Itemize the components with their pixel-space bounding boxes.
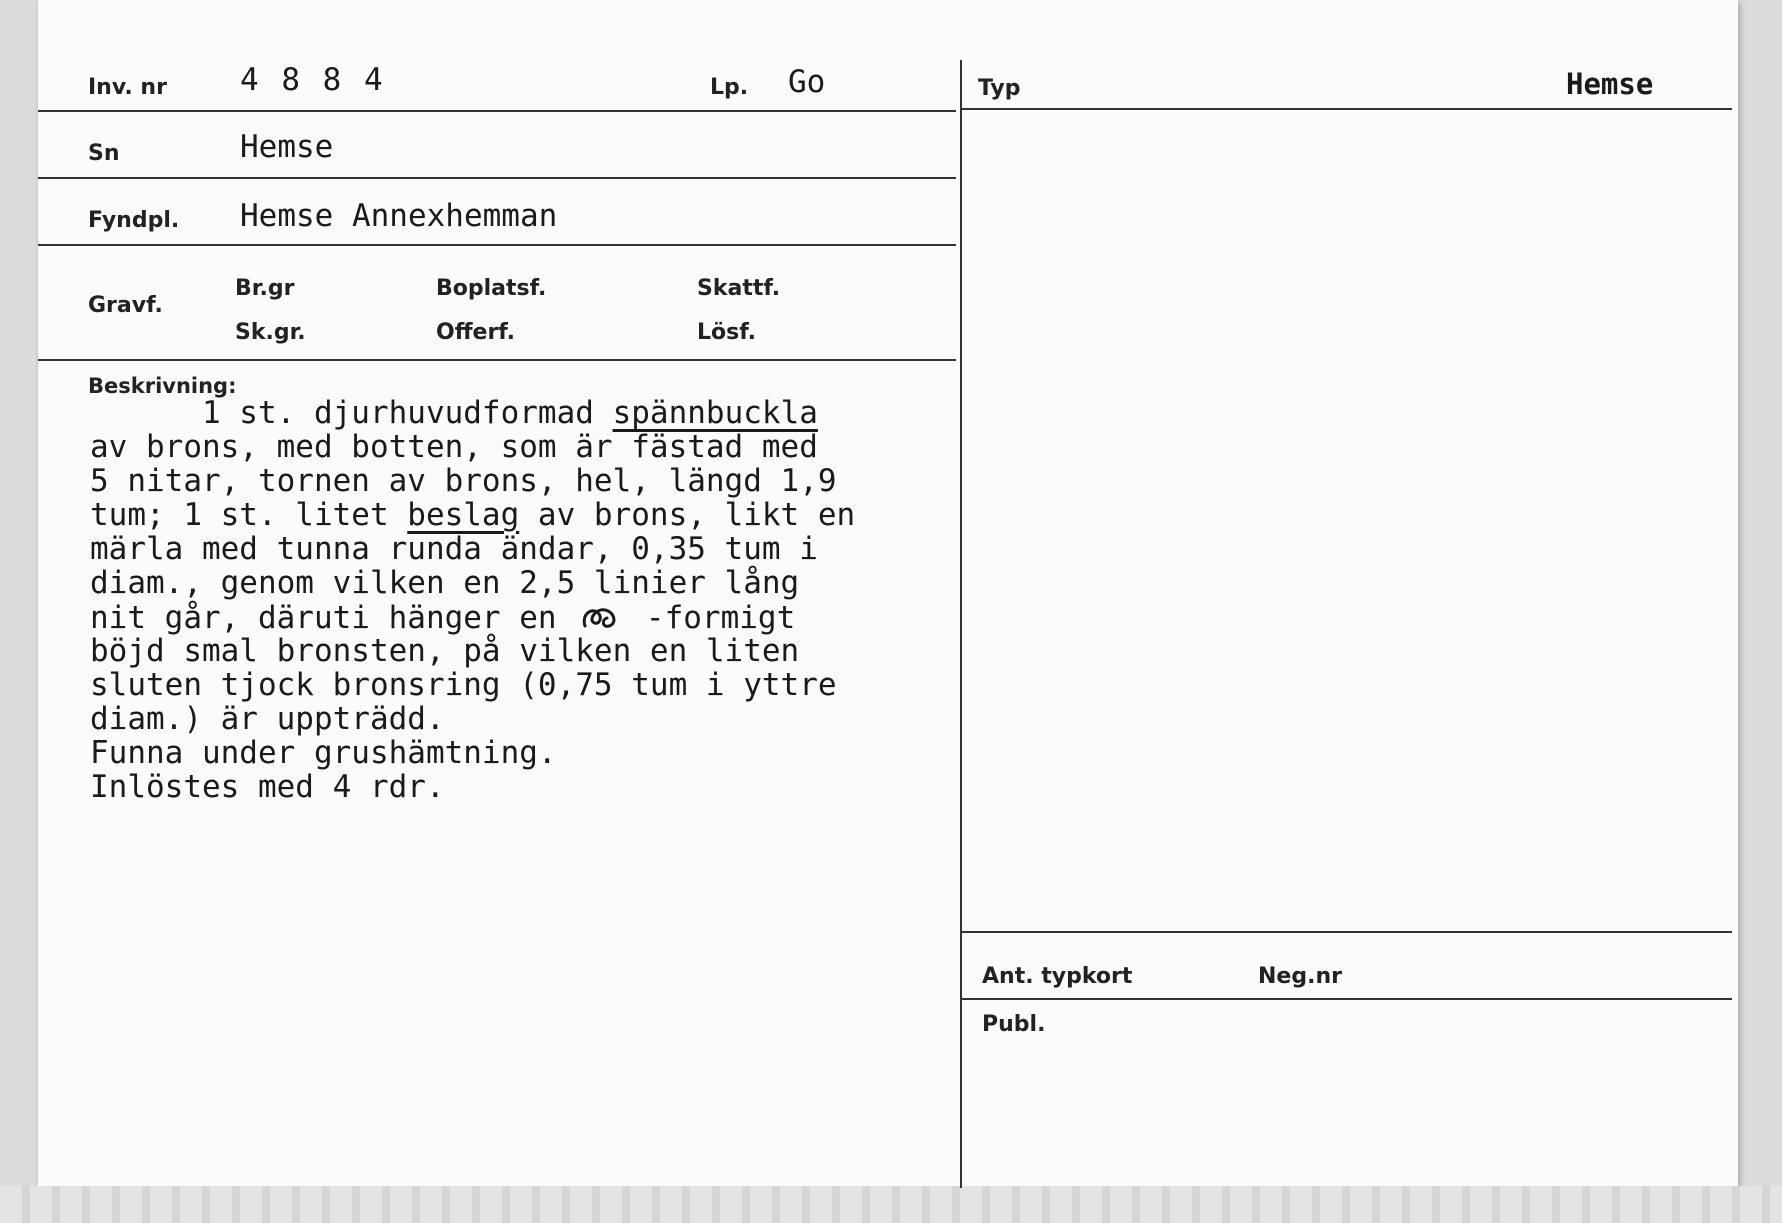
inv-nr-value: 4 8 8 4 (240, 62, 385, 98)
description-text (90, 396, 855, 804)
description-line (90, 396, 855, 430)
offerf-label: Offerf. (436, 320, 516, 345)
rule-row1 (38, 110, 956, 112)
typ-label: Typ (978, 76, 1021, 101)
boplatsf-label: Boplatsf. (436, 276, 547, 301)
description-segment: 1 st. djurhuvudformad (90, 395, 613, 431)
description-line (90, 498, 855, 532)
underlined-term-spannbuckla: spännbuckla (612, 395, 818, 431)
fyndpl-label: Fyndpl. (88, 208, 180, 233)
rule-typ (962, 108, 1732, 110)
sn-label: Sn (88, 141, 120, 166)
gravf-label: Gravf. (88, 293, 163, 318)
description-line: diam., genom vilken en 2,5 linier lång (90, 565, 800, 601)
lp-value: Go (788, 64, 826, 100)
skgr-label: Sk.gr. (235, 320, 306, 345)
underlined-term-beslag: beslag (407, 497, 520, 533)
description-segment: nit går, däruti hänger en (90, 600, 576, 636)
ant-typkort-label: Ant. typkort (982, 964, 1133, 989)
neg-nr-label: Neg.nr (1258, 964, 1342, 989)
inv-nr-label: Inv. nr (88, 75, 167, 100)
description-line (90, 600, 855, 634)
rule-row3 (38, 244, 956, 246)
description-line: sluten tjock bronsring (0,75 tum i yttre (90, 667, 837, 703)
description-line: böjd smal bronsten, på vilken en liten (90, 633, 800, 669)
column-divider (960, 60, 962, 1188)
sn-value: Hemse (240, 129, 334, 165)
publ-label: Publ. (982, 1012, 1046, 1037)
rule-publ-top (962, 998, 1732, 1000)
beskrivning-label: Beskrivning: (88, 374, 237, 398)
skattf-label: Skattf. (697, 276, 781, 301)
rule-row2 (38, 177, 956, 179)
rule-row4 (38, 359, 956, 361)
description-line: Funna under grushämtning. (90, 735, 557, 771)
description-line: av brons, med botten, som är fästad med (90, 429, 818, 465)
hand-drawn-symbol-icon (575, 600, 627, 634)
fyndpl-value: Hemse Annexhemman (240, 198, 558, 234)
card-bottom-edge (0, 1186, 1782, 1223)
losf-label: Lösf. (697, 320, 756, 345)
brgr-label: Br.gr (235, 276, 295, 301)
description-segment: av brons, likt en (519, 497, 856, 533)
typ-value: Hemse (1566, 67, 1654, 101)
description-line: diam.) är uppträdd. (90, 701, 445, 737)
description-segment: tum; 1 st. litet (90, 497, 408, 533)
rule-ant-typkort-top (962, 931, 1732, 933)
description-segment: -formigt (627, 600, 796, 636)
description-line: 5 nitar, tornen av brons, hel, längd 1,9 (90, 463, 837, 499)
description-line: märla med tunna runda ändar, 0,35 tum i (90, 531, 818, 567)
description-line: Inlöstes med 4 rdr. (90, 769, 445, 805)
lp-label: Lp. (710, 75, 749, 100)
